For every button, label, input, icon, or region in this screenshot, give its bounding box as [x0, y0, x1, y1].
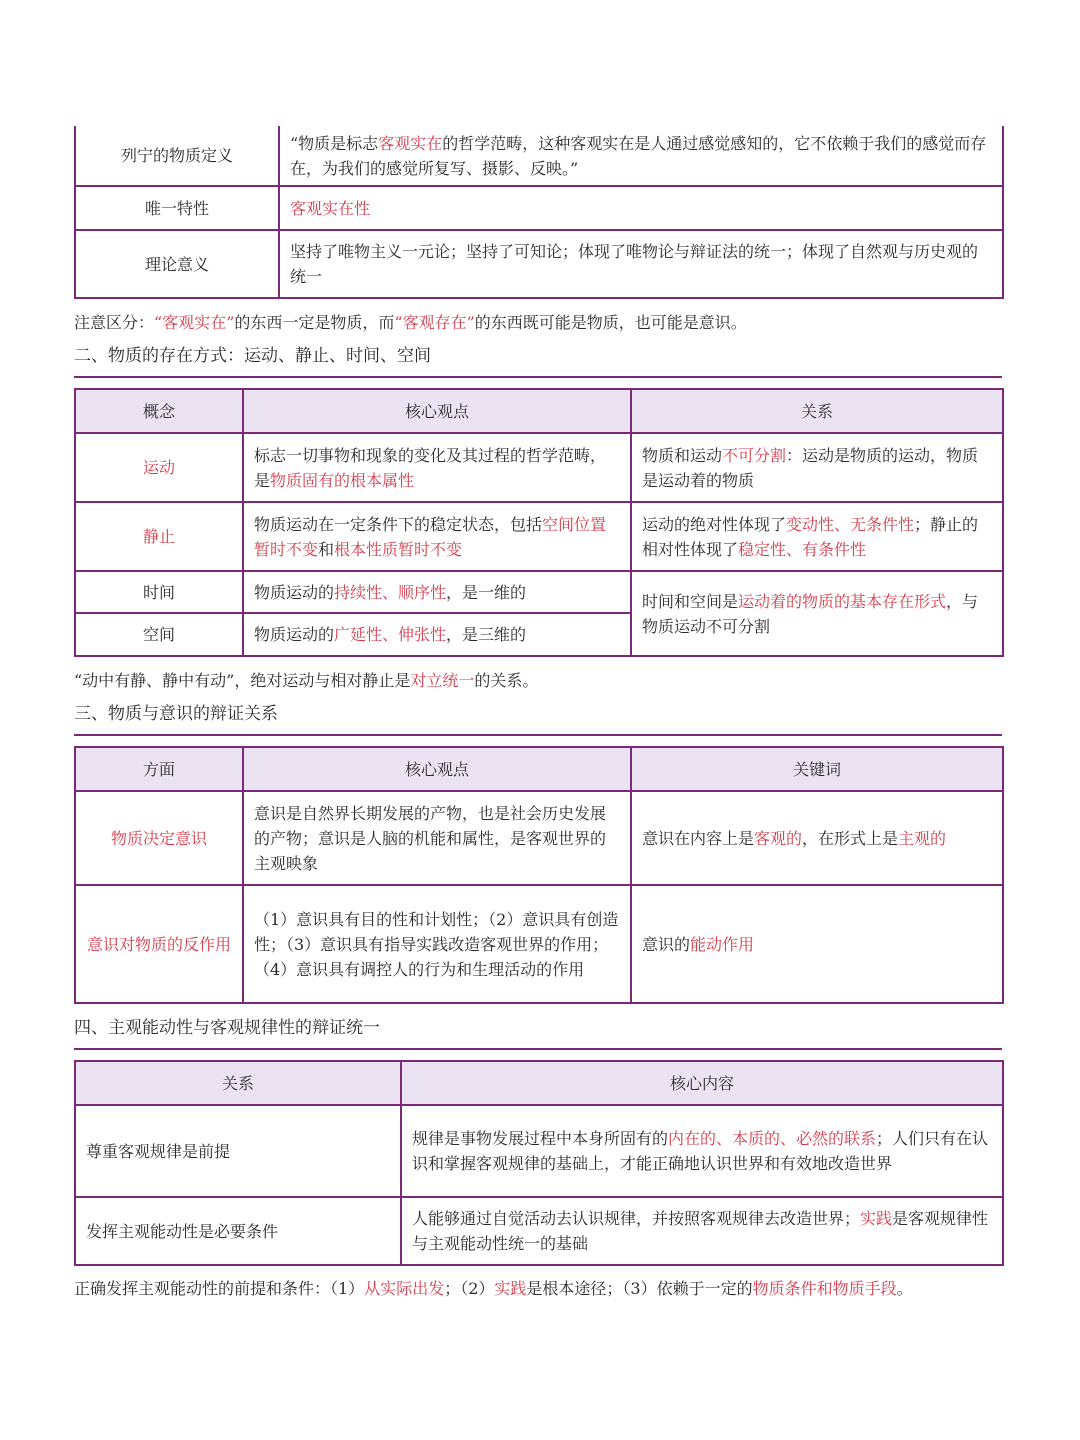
text-run: 注意区分：	[74, 313, 155, 332]
highlight-text: 静止	[142, 527, 175, 546]
text-run: 意识在内容上是	[642, 828, 755, 848]
text-run: 空间	[142, 625, 175, 644]
text-run: “物质是标志	[290, 133, 379, 153]
table-header-row	[75, 747, 1003, 791]
text-run: 物质和运动	[642, 445, 723, 465]
highlight-text: 从实际出发	[364, 1279, 445, 1298]
highlight-text: 持续性、顺序性	[334, 582, 447, 602]
matter-definition-table	[74, 126, 1004, 299]
header-relation: 关系	[631, 389, 1003, 433]
row-label: 唯一特性	[75, 186, 279, 230]
text-run: 物质运动的	[254, 582, 335, 602]
text-run: 时间	[142, 582, 175, 602]
text-run: ，与物质运动不可分割	[642, 591, 979, 636]
relation-cell: 发挥主观能动性是必要条件	[75, 1197, 401, 1265]
text-run: 人能够通过自觉活动去认识规律，并按照客观规律去改造世界；	[412, 1209, 861, 1228]
header-core: 核心观点	[243, 389, 631, 433]
header-core-content: 核心内容	[401, 1061, 1003, 1105]
text-run: 是客观规律性与主观能动性统一的基础	[412, 1209, 989, 1253]
matter-consciousness-table	[74, 746, 1004, 1004]
concept-cell	[75, 502, 243, 571]
aspect-cell: 意识对物质的反作用	[75, 885, 243, 1003]
section4-title: 四、主观能动性与客观规律性的辩证统一	[74, 1016, 1002, 1050]
header-keyword: 关键词	[631, 747, 1003, 791]
text-run: 。	[896, 1279, 913, 1298]
text-run: ，在形式上是	[802, 828, 899, 848]
highlight-text: 运动	[142, 458, 175, 477]
highlight-text: 对立统一	[410, 671, 475, 690]
core-cell	[243, 502, 631, 571]
text-run: ，是一维的	[446, 582, 527, 602]
document-page	[74, 126, 1002, 1301]
text-run: ：运动是物质的运动，物质是运动着的物质	[642, 445, 979, 490]
highlight-text: “客观实在”	[154, 313, 235, 332]
highlight-text: 实践	[494, 1279, 527, 1298]
text-run: 的东西一定是物质，而	[234, 313, 395, 332]
highlight-text: 广延性、伸张性	[334, 625, 447, 644]
highlight-text: “客观存在”	[394, 313, 475, 332]
core-content-cell	[401, 1197, 1003, 1265]
text-run: 意识是自然界长期发展的产物，也是社会历史发展的产物；意识是人脑的机能和属性，是客观世界的主观映象	[254, 803, 607, 873]
note-distinction	[74, 310, 1002, 335]
keyword-cell	[631, 885, 1003, 1003]
table-header-row	[75, 389, 1003, 433]
highlight-text: 实践	[860, 1209, 893, 1228]
relation-cell: 尊重客观规律是前提	[75, 1105, 401, 1197]
relation-cell	[631, 433, 1003, 502]
relation-cell	[631, 502, 1003, 571]
text-run: ，是三维的	[446, 625, 527, 644]
table-row	[75, 126, 1003, 186]
highlight-text: 不可分割	[722, 445, 787, 465]
note-conditions	[74, 1276, 1002, 1301]
text-run: ；（2）	[444, 1279, 495, 1298]
row-content	[279, 126, 1003, 186]
highlight-text: 客观实在性	[290, 198, 371, 218]
row-label: 理论意义	[75, 230, 279, 298]
table-row	[75, 186, 1003, 230]
table-row	[75, 230, 1003, 298]
text-run: ；人们只有在认识和掌握客观规律的基础上，才能正确地认识世界和有效地改造世界	[412, 1129, 989, 1173]
highlight-text: 物质固有的根本属性	[270, 470, 415, 490]
core-cell	[243, 571, 631, 613]
highlight-text: 空间位置暂时不变	[254, 514, 607, 559]
text-run: 物质运动的	[254, 625, 335, 644]
highlight-text: 稳定性、有条件性	[738, 539, 867, 559]
table-row	[75, 433, 1003, 502]
table-row	[75, 502, 1003, 571]
text-run: 意识的	[642, 934, 691, 954]
text-run: 和	[318, 539, 335, 559]
text-run: “动中有静、静中有动”，绝对运动与相对静止是	[74, 671, 411, 690]
text-run: 的东西既可能是物质，也可能是意识。	[474, 313, 747, 332]
core-cell	[243, 613, 631, 656]
text-run: 运动的绝对性体现了	[642, 514, 787, 534]
header-relation: 关系	[75, 1061, 401, 1105]
header-aspect: 方面	[75, 747, 243, 791]
text-run: 坚持了唯物主义一元论；坚持了可知论；体现了唯物论与辩证法的统一；体现了自然观与历史观的统一	[290, 242, 979, 286]
text-run: 正确发挥主观能动性的前提和条件：（1）	[74, 1279, 365, 1298]
text-run: 的哲学范畴，这种客观实在是人通过感觉感知的，它不依赖于我们的感觉而存在，为我们的感觉所复写、摄影、反映。”	[290, 133, 987, 178]
highlight-text: 客观的	[754, 828, 803, 848]
text-run: 标志一切事物和现象的变化及其过程的哲学范畴，是	[254, 445, 607, 490]
core-cell	[243, 433, 631, 502]
text-run: 时间和空间是	[642, 591, 739, 611]
table-row	[75, 1105, 1003, 1197]
text-run: 的关系。	[474, 671, 539, 690]
section2-title: 二、物质的存在方式：运动、静止、时间、空间	[74, 344, 1002, 378]
header-core: 核心观点	[243, 747, 631, 791]
core-cell	[243, 885, 631, 1003]
keyword-cell	[631, 791, 1003, 885]
concept-cell	[75, 571, 243, 613]
text-run: （1）意识具有目的性和计划性；（2）意识具有创造性；（3）意识具有指导实践改造客观世界的作用；（4）意识具有调控人的行为和生理活动的作用	[254, 909, 619, 979]
note-motion-rest	[74, 668, 1002, 693]
concept-cell	[75, 613, 243, 656]
highlight-text: 运动着的物质的基本存在形式	[738, 591, 947, 611]
header-concept: 概念	[75, 389, 243, 433]
row-label: 列宁的物质定义	[75, 126, 279, 186]
existence-mode-table	[74, 388, 1004, 657]
table-row	[75, 885, 1003, 1003]
highlight-text: 物质条件和物质手段	[752, 1279, 897, 1298]
text-run: 规律是事物发展过程中本身所固有的	[412, 1129, 669, 1148]
highlight-text: 客观实在	[378, 133, 443, 153]
table-header-row	[75, 1061, 1003, 1105]
concept-cell	[75, 433, 243, 502]
section3-title: 三、物质与意识的辩证关系	[74, 702, 1002, 736]
highlight-text: 根本性质暂时不变	[334, 539, 463, 559]
initiative-law-table	[74, 1060, 1004, 1266]
row-content	[279, 230, 1003, 298]
core-cell	[243, 791, 631, 885]
aspect-cell: 物质决定意识	[75, 791, 243, 885]
table-row	[75, 571, 1003, 613]
core-content-cell	[401, 1105, 1003, 1197]
table-row	[75, 791, 1003, 885]
text-run: ；静止的相对性体现了	[642, 514, 979, 559]
highlight-text: 主观的	[898, 828, 947, 848]
highlight-text: 内在的、本质的、必然的联系	[668, 1129, 877, 1148]
text-run: 是根本途径；（3）依赖于一定的	[526, 1279, 753, 1298]
relation-cell	[631, 571, 1003, 656]
row-content	[279, 186, 1003, 230]
highlight-text: 变动性、无条件性	[786, 514, 915, 534]
text-run: 物质运动在一定条件下的稳定状态，包括	[254, 514, 543, 534]
table-row	[75, 1197, 1003, 1265]
highlight-text: 能动作用	[690, 934, 755, 954]
